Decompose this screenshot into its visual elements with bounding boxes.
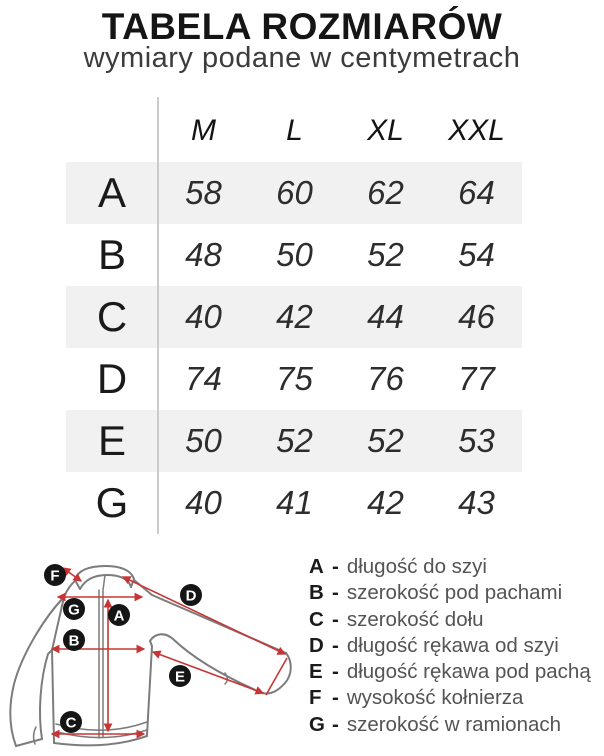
badge-d xyxy=(180,584,202,606)
legend-item-g xyxy=(309,712,591,738)
size-value: 74 xyxy=(185,360,222,397)
measure-line-e xyxy=(153,652,263,693)
legend-label: szerokość dołu xyxy=(346,607,484,631)
legend-key: A xyxy=(309,555,324,578)
svg-text:A: A xyxy=(113,607,125,625)
badge-f xyxy=(44,564,66,586)
legend-item-f xyxy=(309,685,591,711)
table-row xyxy=(66,472,522,534)
size-value: 76 xyxy=(367,360,404,397)
legend-key: E xyxy=(309,660,323,684)
table-row xyxy=(66,162,522,224)
table-header-row xyxy=(66,100,522,162)
legend-item-e xyxy=(309,659,591,685)
legend-separator: - xyxy=(332,581,339,605)
size-value: 60 xyxy=(276,174,313,211)
size-value: 42 xyxy=(367,484,404,521)
legend-label: długość rękawa pod pachą xyxy=(346,660,591,684)
legend-item-c xyxy=(309,607,591,633)
legend-label: długość rękawa od szyi xyxy=(346,633,559,657)
badge-a xyxy=(108,604,130,626)
size-value: 41 xyxy=(276,484,313,521)
size-value: 52 xyxy=(276,422,313,459)
size-value: 54 xyxy=(458,236,495,273)
row-label: E xyxy=(97,417,126,464)
legend-key: C xyxy=(309,607,324,631)
svg-text:F: F xyxy=(50,567,60,585)
legend-separator: - xyxy=(332,607,339,631)
legend-key: F xyxy=(309,686,322,710)
legend-label: szerokość w ramionach xyxy=(346,712,562,736)
size-value: 50 xyxy=(276,236,313,273)
size-table xyxy=(66,100,522,534)
size-value: 75 xyxy=(276,360,313,397)
column-header-m: M xyxy=(191,114,216,147)
legend-key: G xyxy=(309,712,325,736)
size-value: 52 xyxy=(367,422,404,459)
legend-label: długość do szyi xyxy=(346,555,487,578)
legend-item-b xyxy=(309,580,591,606)
legend-key: B xyxy=(309,581,324,605)
size-value: 64 xyxy=(458,174,495,211)
row-label: A xyxy=(97,169,126,216)
size-value: 53 xyxy=(458,422,495,459)
size-value: 42 xyxy=(276,298,313,335)
page-title: TABELA ROZMIARÓW xyxy=(101,6,503,47)
legend-separator: - xyxy=(332,712,339,736)
column-header-xxl: XXL xyxy=(448,114,505,147)
size-value: 77 xyxy=(458,360,495,397)
page-subtitle: wymiary podane w centymetrach xyxy=(83,42,521,74)
legend-separator: - xyxy=(332,686,339,710)
badge-e xyxy=(169,665,191,687)
svg-text:C: C xyxy=(65,714,77,732)
badge-b xyxy=(63,629,85,651)
legend-separator: - xyxy=(332,660,339,684)
legend-label: szerokość pod pachami xyxy=(346,581,563,605)
svg-text:B: B xyxy=(68,632,80,650)
legend-key: D xyxy=(309,633,324,657)
size-value: 58 xyxy=(185,174,222,211)
size-value: 62 xyxy=(367,174,404,211)
column-header-l: L xyxy=(286,114,303,147)
size-value: 40 xyxy=(185,484,222,521)
legend-label: wysokość kołnierza xyxy=(346,686,524,710)
legend-separator: - xyxy=(332,555,339,578)
size-value: 46 xyxy=(458,298,495,335)
badge-g xyxy=(63,598,85,620)
row-label: D xyxy=(96,355,128,402)
table-row xyxy=(66,410,522,472)
measurement-legend xyxy=(309,554,591,738)
svg-text:E: E xyxy=(174,668,186,686)
jacket-diagram xyxy=(2,562,312,756)
size-value: 52 xyxy=(367,236,404,273)
column-header-xl: XL xyxy=(367,114,404,147)
measurement-lines xyxy=(52,568,287,734)
svg-text:G: G xyxy=(68,601,80,619)
table-row xyxy=(66,348,522,410)
legend-separator: - xyxy=(332,633,339,657)
size-value: 48 xyxy=(185,236,222,273)
badge-c xyxy=(60,711,82,733)
table-row xyxy=(66,286,522,348)
table-divider xyxy=(157,97,159,534)
legend-item-d xyxy=(309,633,591,659)
row-label: B xyxy=(97,231,126,278)
size-value: 50 xyxy=(185,422,222,459)
size-value: 40 xyxy=(185,298,222,335)
legend-item-a xyxy=(309,554,591,580)
size-value: 44 xyxy=(367,298,404,335)
jacket-outline xyxy=(10,566,290,746)
row-label: C xyxy=(96,293,128,340)
measure-line-d xyxy=(123,577,285,654)
table-row xyxy=(66,224,522,286)
size-value: 43 xyxy=(458,484,495,521)
svg-text:D: D xyxy=(185,587,197,605)
row-label: G xyxy=(95,479,129,526)
